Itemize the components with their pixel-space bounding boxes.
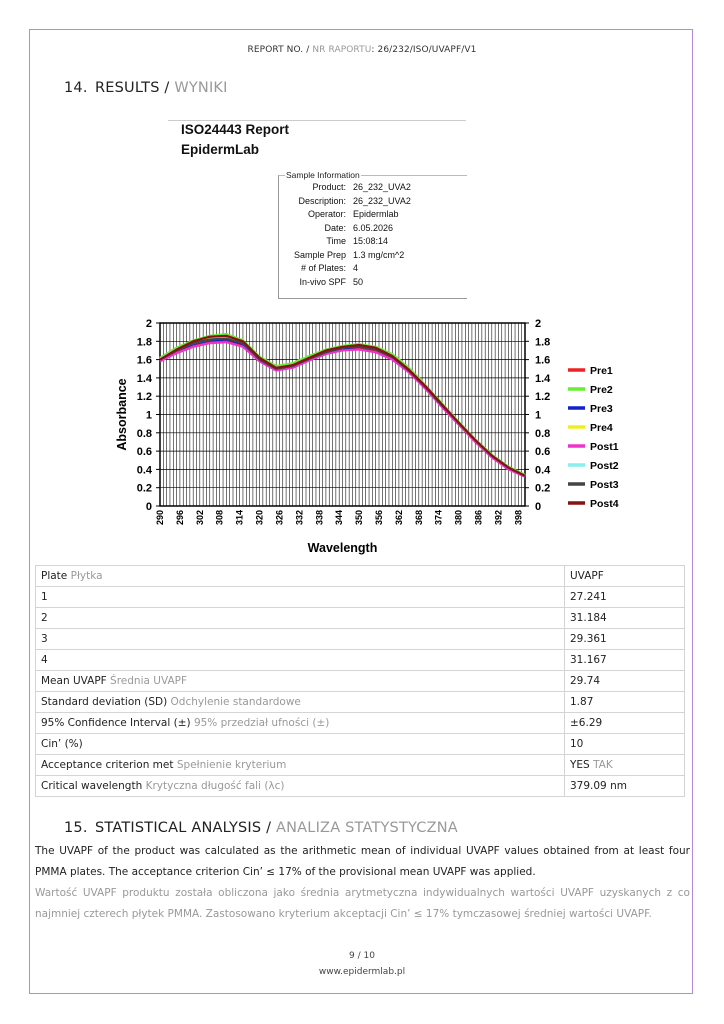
x-tick-label: 320 [254, 510, 265, 526]
stat-label-cell: Cin’ (%) [36, 734, 565, 755]
y-tick-label-right: 2 [535, 318, 542, 330]
table-row [36, 629, 685, 650]
legend-label: Post2 [590, 460, 619, 472]
x-tick-label: 338 [314, 510, 325, 526]
stat-value-cell: 379.09 nm [565, 776, 685, 797]
y-tick-label-left: 0.2 [136, 482, 152, 495]
y-tick-label-right: 1.2 [535, 391, 551, 404]
table-row [36, 608, 685, 629]
sample-row: Product: 26_232_UVA2 [312, 182, 411, 192]
y-axis-title: Absorbance [115, 378, 129, 451]
table-header-plate: Plate Płytka [36, 566, 565, 587]
y-tick-label-right: 1.8 [535, 336, 551, 349]
y-tick-label-left: 1.6 [136, 354, 152, 367]
sample-row: Time 15:08:14 [326, 236, 389, 246]
uvapf-cell: 31.184 [565, 608, 685, 629]
y-tick-label-left: 0.6 [136, 446, 152, 459]
table-header-uvapf: UVAPF [565, 566, 685, 587]
y-tick-label-right: 0.4 [535, 464, 551, 477]
y-tick-label-left: 0.8 [136, 427, 152, 440]
sample-information-box [278, 170, 467, 299]
uvapf-cell: 29.361 [565, 629, 685, 650]
stat-value-cell: 1.87 [565, 692, 685, 713]
y-tick-label-right: 0 [535, 501, 542, 513]
stat-label-cell: Mean UVAPF Średnia UVAPF [36, 671, 565, 692]
stat-label-cell: Critical wavelength Krytyczna długość fali (λc) [36, 776, 565, 797]
page-number: 9 / 10 [349, 951, 375, 961]
stat-label-cell: Acceptance criterion met Spełnienie kryterium [36, 755, 565, 776]
sample-row: Description: 26_232_UVA2 [298, 195, 411, 206]
x-tick-label: 332 [294, 510, 305, 526]
y-tick-label-left: 1 [145, 409, 152, 422]
stat-value-cell: ±6.29 [565, 713, 685, 734]
report-number-header: REPORT NO. / NR RAPORTU: 26/232/ISO/UVAPF/V1 [247, 45, 477, 55]
sample-row: Sample Prep 1.3 mg/cm^2 [293, 249, 405, 260]
table-row [36, 650, 685, 671]
report-title: ISO24443 Report [181, 122, 290, 137]
x-tick-label: 308 [214, 510, 225, 526]
x-tick-label: 290 [155, 510, 165, 526]
uvapf-cell: 31.167 [565, 650, 685, 671]
plate-cell: 3 [36, 629, 565, 650]
y-tick-label-left: 0.4 [136, 464, 152, 477]
stat-label-cell: 95% Confidence Interval (±) 95% przedział ufności (±) [36, 713, 565, 734]
y-tick-label-right: 1.6 [535, 354, 551, 367]
y-tick-label-left: 2 [145, 318, 152, 330]
stat-value-cell: YES TAK [565, 755, 685, 776]
uvapf-cell: 27.241 [565, 587, 685, 608]
results-table [35, 565, 685, 797]
x-tick-label: 368 [413, 510, 424, 526]
y-tick-label-left: 1.2 [136, 391, 152, 404]
plate-cell: 2 [36, 608, 565, 629]
report-divider [168, 120, 466, 121]
stat-value-cell: 10 [565, 734, 685, 755]
absorbance-chart [105, 312, 635, 558]
y-tick-label-left: 1.4 [136, 372, 152, 385]
y-tick-label-right: 0.6 [535, 446, 551, 459]
table-row [36, 671, 685, 692]
plate-cell: 1 [36, 587, 565, 608]
y-tick-label-left: 0 [145, 501, 152, 513]
legend-label: Post1 [590, 441, 619, 453]
sample-information-legend: Sample Information [286, 170, 360, 180]
x-tick-label: 302 [194, 510, 205, 526]
lab-name: EpidermLab [181, 142, 260, 157]
x-tick-label: 398 [513, 510, 524, 526]
sample-row: # of Plates: 4 [300, 263, 359, 273]
legend-label: Pre4 [590, 422, 613, 434]
x-axis-title: Wavelength [307, 541, 378, 555]
section-15-title: 15. STATISTICAL ANALYSIS / ANALIZA STATYSTYCZNA [64, 820, 458, 836]
website-link[interactable]: www.epidermlab.pl [318, 967, 406, 977]
x-tick-label: 392 [493, 510, 504, 526]
paragraph-polish: Wartość UVAPF produktu została obliczona jako średnia arytmetyczna indywidualnych wartości UVAPF uzyskanych z co najmniej czterech płytek PMMA. Zastosowano kryterium akceptacji Cin’ ≤ 17% tymczasowej średniej wartości UVAPF. [35, 887, 690, 920]
x-tick-label: 326 [274, 510, 285, 526]
legend-label: Pre1 [590, 365, 613, 377]
sample-row: Date: 6.05.2026 [324, 222, 394, 233]
x-tick-label: 362 [393, 510, 404, 526]
y-tick-label-left: 1.8 [136, 336, 152, 349]
table-row [36, 587, 685, 608]
table-row [36, 713, 685, 734]
paragraph-english: The UVAPF of the product was calculated as the arithmetic mean of individual UVAPF values obtained from at least four PMMA plates. The acceptance criterion Cin’ ≤ 17% of the provisional mean UVAPF was applied. [35, 845, 690, 878]
table-header-row [36, 566, 685, 587]
section-14-title: 14. RESULTS / WYNIKI [64, 80, 228, 96]
x-tick-label: 296 [174, 510, 185, 526]
table-row [36, 776, 685, 797]
stat-label-cell: Standard deviation (SD) Odchylenie standardowe [36, 692, 565, 713]
legend-label: Post4 [590, 498, 619, 510]
y-tick-label-right: 0.8 [535, 427, 551, 440]
legend-label: Pre2 [590, 384, 613, 396]
y-tick-label-right: 1 [535, 409, 542, 422]
x-tick-label: 350 [354, 510, 365, 526]
table-row [36, 755, 685, 776]
table-row [36, 692, 685, 713]
x-tick-label: 314 [234, 510, 245, 526]
sample-row: In-vivo SPF 50 [299, 276, 364, 287]
legend-label: Pre3 [590, 403, 613, 415]
legend-label: Post3 [590, 479, 619, 491]
stat-value-cell: 29.74 [565, 671, 685, 692]
x-tick-label: 344 [334, 510, 345, 526]
sample-row: Operator: Epidermlab [307, 209, 399, 219]
table-row [36, 734, 685, 755]
y-tick-label-right: 1.4 [535, 372, 551, 385]
plate-cell: 4 [36, 650, 565, 671]
x-tick-label: 374 [433, 510, 444, 526]
y-tick-label-right: 0.2 [535, 482, 551, 495]
x-tick-label: 380 [453, 510, 464, 526]
x-tick-label: 356 [374, 510, 384, 526]
x-tick-label: 386 [473, 510, 484, 526]
